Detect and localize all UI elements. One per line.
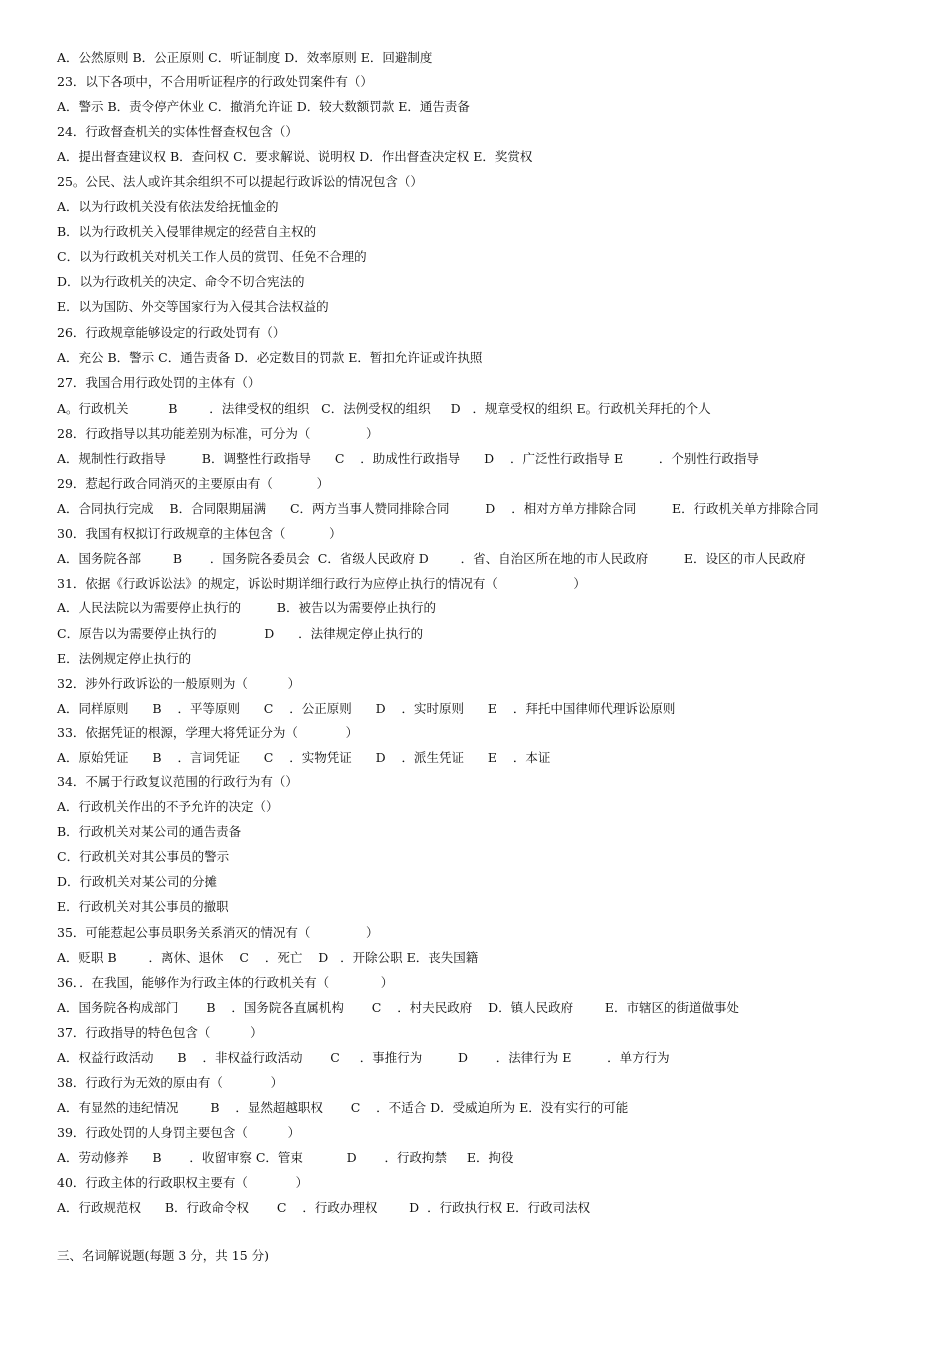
- question-35: 35．可能惹起公事员职务关系消灭的情况有（ ）: [57, 925, 379, 940]
- options-24: A．提出督查建议权 B．查问权 C．要求解说、说明权 D．作出督查决定权 E．奖赏权: [57, 149, 533, 164]
- question-31: 31．依据《行政诉讼法》的规定，诉讼时期详细行政行为应停止执行的情况有（ ）: [57, 576, 586, 591]
- question-32: 32．涉外行政诉讼的一般原则为（ ）: [57, 676, 301, 691]
- options-28: A．规制性行政指导 B．调整性行政指导 C ．助成性行政指导 D ．广泛性行政指导 E ．个别性行政指导: [57, 451, 759, 466]
- options-38: A．有显然的违纪情况 B ．显然超越职权 C ．不适合 D．受威迫所为 E．没有实行的可能: [57, 1100, 629, 1115]
- options-33: A．原始凭证 B ．言词凭证 C ．实物凭证 D ．派生凭证 E ．本证: [57, 750, 551, 765]
- option-line: B．行政机关对某公司的通告责备: [57, 824, 242, 839]
- option-line: D．行政机关对某公司的分摊: [57, 874, 218, 889]
- option-line: A．人民法院以为需要停止执行的 B．被告以为需要停止执行的: [57, 600, 436, 615]
- question-40: 40．行政主体的行政职权主要有（ ）: [57, 1175, 309, 1190]
- option-line: A．以为行政机关没有依法发给抚恤金的: [57, 199, 279, 214]
- question-34: 34．不属于行政复议范围的行政行为有（）: [57, 774, 298, 789]
- options-30: A．国务院各部 B ．国务院各委员会 C．省级人民政府 D ．省、自治区所在地的市人民政府 E．设区的市人民政府: [57, 551, 806, 566]
- option-line: C．行政机关对其公事员的警示: [57, 849, 230, 864]
- question-37: 37．行政指导的特色包含（ ）: [57, 1025, 263, 1040]
- option-line: D．以为行政机关的决定、命令不切合宪法的: [57, 274, 305, 289]
- question-33: 33．依据凭证的根源，学理大将凭证分为（ ）: [57, 725, 359, 740]
- options-39: A．劳动修养 B ．收留审察 C．管束 D ．行政拘禁 E．拘役: [57, 1150, 514, 1165]
- options-40: A．行政规范权 B．行政命令权 C ．行政办理权 D ．行政执行权 E．行政司法权: [57, 1200, 591, 1215]
- question-26: 26．行政规章能够设定的行政处罚有（）: [57, 325, 286, 340]
- option-line: E．行政机关对其公事员的撤职: [57, 899, 229, 914]
- question-28: 28．行政指导以其功能差别为标准，可分为（ ）: [57, 426, 379, 441]
- question-27: 27．我国合用行政处罚的主体有（）: [57, 375, 261, 390]
- question-39: 39．行政处罚的人身罚主要包含（ ）: [57, 1125, 301, 1140]
- question-29: 29．惹起行政合同消灭的主要原由有（ ）: [57, 476, 330, 491]
- option-line: E．以为国防、外交等国家行为入侵其合法权益的: [57, 299, 329, 314]
- options-27: A。行政机关 B ．法律受权的组织 C．法例受权的组织 D ．规章受权的组织 E。行政机关拜托的个人: [57, 401, 711, 416]
- question-36: 36．．在我国，能够作为行政主体的行政机关有（ ）: [57, 975, 394, 990]
- options-23: A．警示 B．责令停产休业 C．撤消允许证 D．较大数额罚款 E．通告责备: [57, 99, 470, 114]
- option-line: C．原告以为需要停止执行的 D ．法律规定停止执行的: [57, 626, 424, 641]
- options-32: A．同样原则 B ．平等原则 C ．公正原则 D ．实时原则 E ．拜托中国律师代理诉讼原则: [57, 701, 676, 716]
- options-35: A．贬职 B ．离休、退休 C ．死亡 D ．开除公职 E．丧失国籍: [57, 950, 479, 965]
- question-24: 24．行政督查机关的实体性督查权包含（）: [57, 124, 298, 139]
- options-36: A．国务院各构成部门 B ．国务院各直属机构 C ．村夫民政府 D．镇人民政府 E．市辖区的街道做事处: [57, 1000, 740, 1015]
- option-line: B．以为行政机关入侵罪律规定的经营自主权的: [57, 224, 317, 239]
- option-line: E．法例规定停止执行的: [57, 651, 192, 666]
- options-29: A．合同执行完成 B．合同限期届满 C．两方当事人赞同排除合同 D ．相对方单方排除合同 E．行政机关单方排除合同: [57, 501, 819, 516]
- option-line: C．以为行政机关对机关工作人员的赏罚、任免不合理的: [57, 249, 367, 264]
- option-line: A．行政机关作出的不予允许的决定（）: [57, 799, 279, 814]
- options-26: A．充公 B．警示 C．通告责备 D．必定数目的罚款 E．暂扣允许证或许执照: [57, 350, 483, 365]
- question-30: 30．我国有权拟订行政规章的主体包含（ ）: [57, 526, 342, 541]
- question-23: 23．以下各项中，不合用听证程序的行政处罚案件有（）: [57, 74, 373, 89]
- options-37: A．权益行政活动 B ．非权益行政活动 C ．事推行为 D ．法律行为 E ．单方行为: [57, 1050, 670, 1065]
- question-38: 38．行政行为无效的原由有（ ）: [57, 1075, 284, 1090]
- text-line: A．公然原则 B．公正原则 C．听证制度 D．效率原则 E．回避制度: [57, 50, 433, 65]
- question-25: 25。公民、法人或许其余组织不可以提起行政诉讼的情况包含（）: [57, 174, 423, 189]
- section-heading: 三、名词解说题(每题 3 分，共 15 分): [57, 1248, 270, 1263]
